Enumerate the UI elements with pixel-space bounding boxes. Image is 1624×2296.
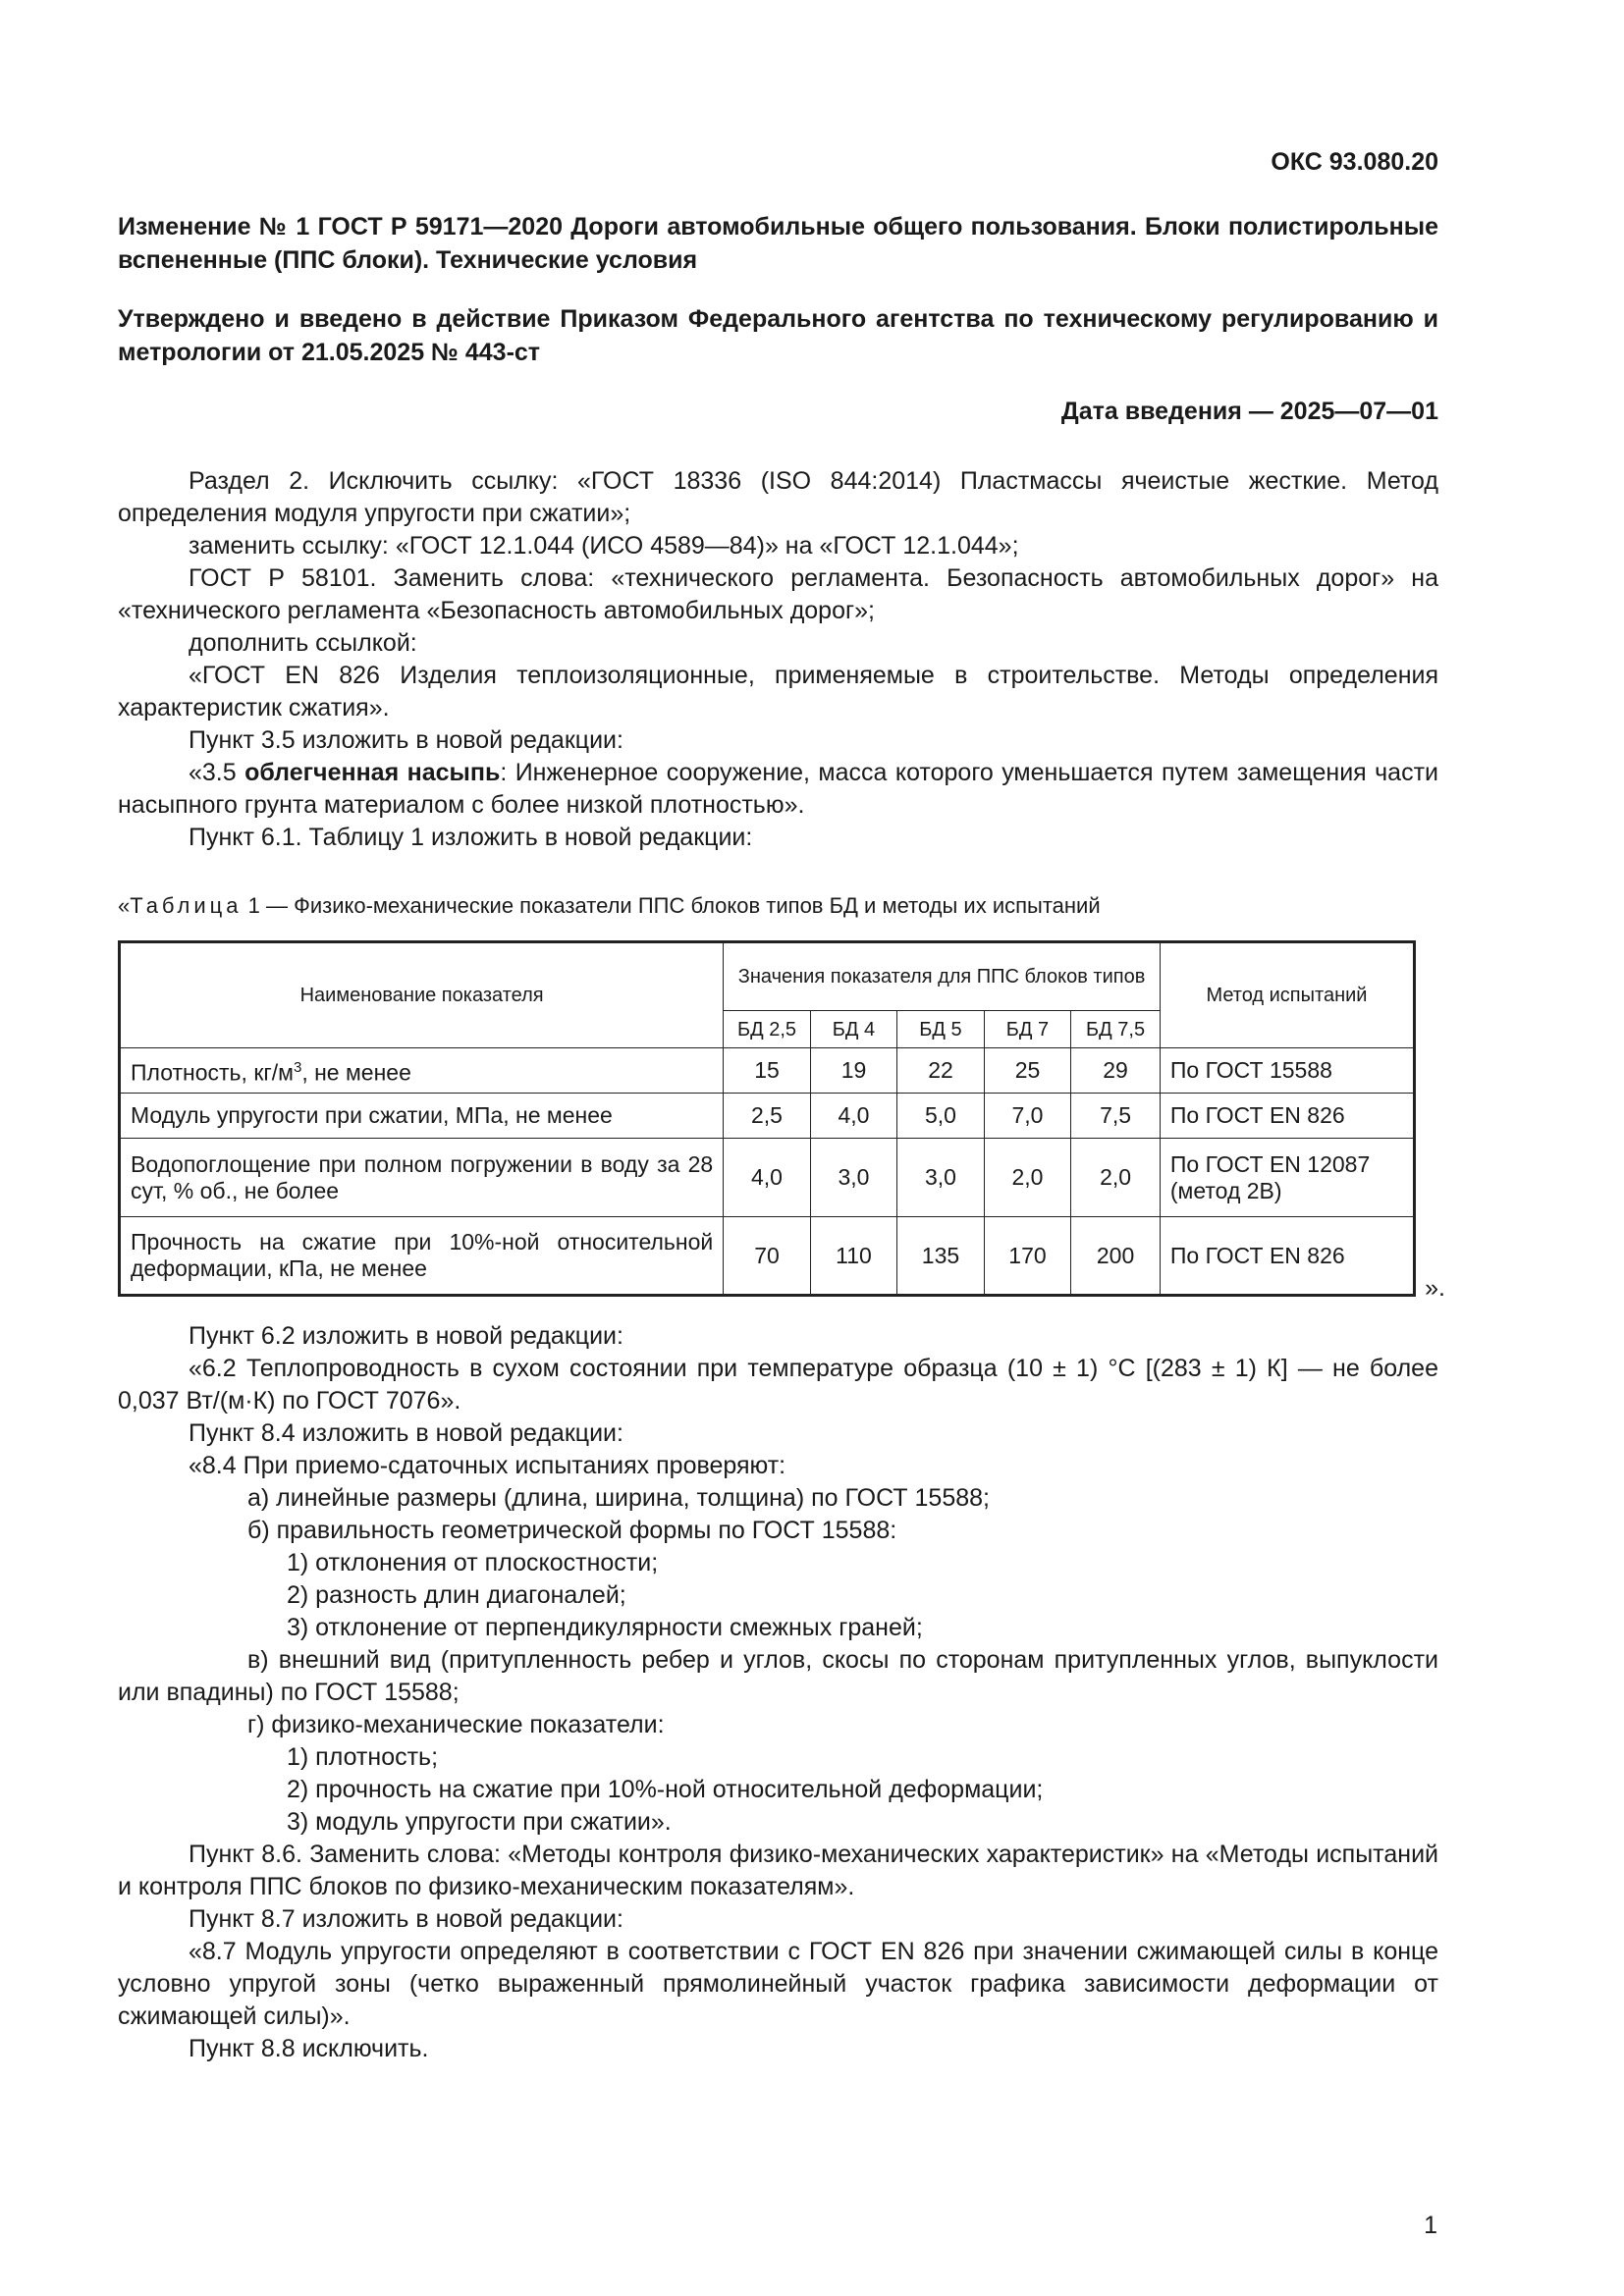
list-item: 3) модуль упругости при сжатии». [287,1808,672,1836]
method-cell: По ГОСТ EN 826 [1160,1217,1414,1296]
value-cell: 19 [810,1048,897,1094]
method-cell: По ГОСТ EN 826 [1160,1094,1414,1139]
value-cell: 2,0 [1071,1139,1161,1217]
value-cell: 70 [724,1217,811,1296]
paragraph: Пункт 8.6. Заменить слова: «Методы контроля физико-механических характеристик» на «Методы испытаний и контроля ППС блоков по физико-механическим показателям». [118,1841,1438,1900]
value-cell: 110 [810,1217,897,1296]
paragraph: заменить ссылку: «ГОСТ 12.1.044 (ИСО 4589—84)» на «ГОСТ 12.1.044»; [189,532,1019,560]
properties-table [118,940,1416,1297]
header-method: Метод испытаний [1160,942,1414,1048]
paragraph: ГОСТ Р 58101. Заменить слова: «технического регламента. Безопасность автомобильных дорог» на «технического регламента «Безопасность автомобильных дорог»; [118,564,1438,624]
property-name: Прочность на сжатие при 10%-ной относительной деформации, кПа, не менее [120,1217,724,1296]
value-cell: 4,0 [810,1094,897,1139]
list-item: 3) отклонение от перпендикулярности смежных граней; [287,1614,923,1641]
list-item: а) линейные размеры (длина, ширина, толщина) по ГОСТ 15588; [247,1484,990,1512]
value-cell: 2,0 [984,1139,1071,1217]
document-page [118,145,1445,2065]
value-cell: 29 [1071,1048,1161,1094]
method-cell: По ГОСТ 15588 [1160,1048,1414,1094]
property-name: Модуль упругости при сжатии, МПа, не менее [120,1094,724,1139]
value-cell: 7,0 [984,1094,1071,1139]
paragraph: «ГОСТ EN 826 Изделия теплоизоляционные, применяемые в строительстве. Методы определения характеристик сжатия». [118,662,1438,721]
amendment-continuation [118,1320,1438,2065]
paragraph: Пункт 3.5 изложить в новой редакции: [189,726,623,754]
approval-statement: Утверждено и введено в действие Приказом Федерального агентства по техническому регулированию и метрологии от 21.05.2025 № 443-ст [118,305,1438,366]
value-cell: 4,0 [724,1139,811,1217]
paragraph: «6.2 Теплопроводность в сухом состоянии при температуре образца (10 ± 1) °С [(283 ± 1) К] — не более 0,037 Вт/(м·К) по ГОСТ 7076». [118,1355,1438,1415]
type-header: БД 5 [897,1011,985,1048]
paragraph-definition [118,757,1438,822]
list-item: 2) разность длин диагоналей; [287,1581,626,1609]
value-cell: 135 [897,1217,985,1296]
value-cell: 2,5 [724,1094,811,1139]
clause-number: «3.5 [189,759,245,786]
list-item: в) внешний вид (притупленность ребер и углов, скосы по сторонам притупленных углов, выпуклости или впадины) по ГОСТ 15588; [118,1646,1438,1706]
effective-date: Дата введения — 2025—07—01 [1060,398,1438,425]
property-name: Плотность, $кг/м^3$, не менее [120,1048,724,1094]
type-header: БД 2,5 [724,1011,811,1048]
list-item: 1) отклонения от плоскостности; [287,1549,659,1576]
document-title: Изменение № 1 ГОСТ Р 59171—2020 Дороги автомобильные общего пользования. Блоки полистирольные вспененные (ППС блоки). Технические условия [118,213,1438,274]
paragraph: Раздел 2. Исключить ссылку: «ГОСТ 18336 (ISO 844:2014) Пластмассы ячеистые жесткие. Метод определения модуля упругости при сжатии»; [118,467,1438,527]
paragraph: Пункт 8.7 изложить в новой редакции: [189,1905,623,1933]
defined-term: облегченная насыпь [244,759,501,786]
paragraph: «8.4 При приемо-сдаточных испытаниях проверяют: [189,1452,786,1479]
table-row [120,1094,1415,1139]
table-caption: «Таблица 1 — Физико-механические показатели ППС блоков типов БД и методы их испытаний [118,893,1101,918]
value-cell: 3,0 [897,1139,985,1217]
value-cell: 3,0 [810,1139,897,1217]
table-wrapper [118,940,1445,1302]
value-cell: 7,5 [1071,1094,1161,1139]
list-item: 2) прочность на сжатие при 10%-ной относительной деформации; [287,1776,1044,1803]
paragraph: дополнить ссылкой: [189,629,417,657]
paragraph: «8.7 Модуль упругости определяют в соответствии с ГОСТ EN 826 при значении сжимающей силы в конце условно упругой зоны (четко выраженный прямолинейный участок графика зависимости деформации от сжимающей силы)». [118,1938,1438,2030]
table-row [120,1217,1415,1296]
value-cell: 22 [897,1048,985,1094]
method-cell: По ГОСТ EN 12087 (метод 2В) [1160,1139,1414,1217]
type-header: БД 7,5 [1071,1011,1161,1048]
paragraph: Пункт 6.1. Таблицу 1 изложить в новой редакции: [189,824,753,851]
table-close-quote: ». [1425,1274,1445,1302]
table-row [120,1048,1415,1094]
definition-text: : Инженерное сооружение, масса которого уменьшается путем замещения части насыпного грунта материалом с более низкой плотностью». [118,759,1438,819]
table-caption-word: Таблица [130,893,243,918]
paragraph: Пункт 6.2 изложить в новой редакции: [189,1322,623,1350]
list-item: б) правильность геометрической формы по ГОСТ 15588: [247,1517,897,1544]
value-cell: 200 [1071,1217,1161,1296]
amendment-body [118,465,1445,2065]
list-item: 1) плотность; [287,1743,439,1771]
value-cell: 25 [984,1048,1071,1094]
page-number: 1 [1424,2212,1437,2239]
paragraph: Пункт 8.4 изложить в новой редакции: [189,1419,623,1447]
value-cell: 170 [984,1217,1071,1296]
paragraph: Пункт 8.8 исключить. [189,2035,429,2062]
header-name: Наименование показателя [120,942,724,1048]
okc-code: ОКС 93.080.20 [1271,148,1438,176]
property-name: Водопоглощение при полном погружении в воду за 28 сут, % об., не более [120,1139,724,1217]
value-cell: 15 [724,1048,811,1094]
table-row [120,1139,1415,1217]
type-header: БД 7 [984,1011,1071,1048]
header-values: Значения показателя для ППС блоков типов [724,942,1161,1011]
type-header: БД 4 [810,1011,897,1048]
list-item: г) физико-механические показатели: [247,1711,665,1738]
value-cell: 5,0 [897,1094,985,1139]
